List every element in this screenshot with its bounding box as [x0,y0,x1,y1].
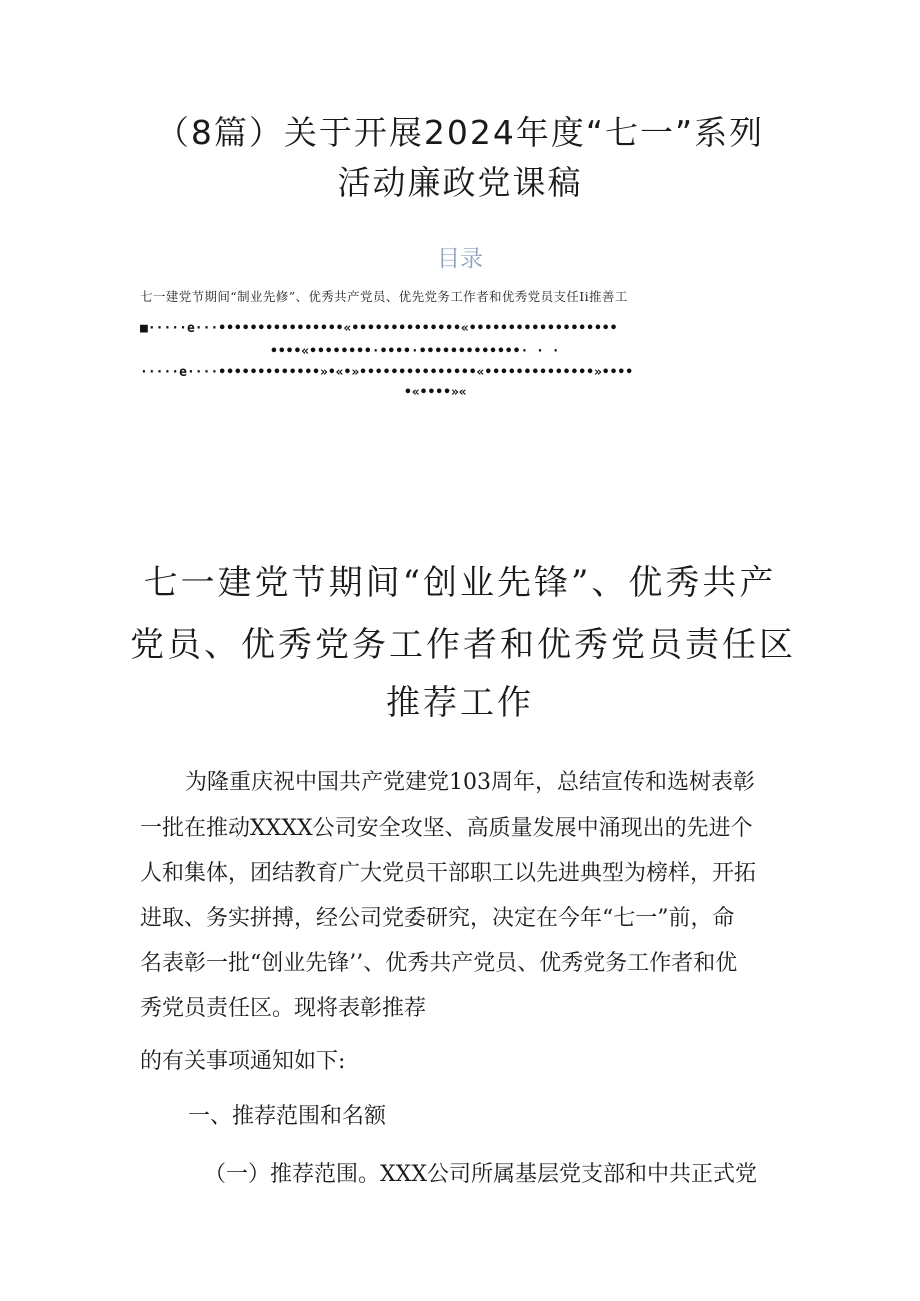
body-paragraph-line: 的有关事项通知如下: [140,1049,346,1074]
toc-entry-link[interactable]: 七一建党节期间“制业先修”、优秀共产党员、优先党务工作者和优秀党员支任Ii推善工 [140,289,628,304]
subsection-heading: 一、推荐范围和名额 [188,1104,387,1129]
body-paragraph-line: 一批在推动XXXX公司安全攻坚、高质量发展中涌现出的先进个 [140,816,753,841]
toc-leader-line-3: ·····e····•••••••••••••»•«•»•••••••••••••••«••••••••••••••»•••• [140,365,634,380]
toc-heading: 目录 [437,246,483,272]
document-title-line-2: 活动廉政党课稿 [337,163,583,202]
toc-leader-line-2: ••••«••••••••·••••·•••••••••••••· · · [270,344,560,359]
toc-leader-line-1: ■·····e···••••••••••••••••«••••••••••••••«••••••••••••••••••• [140,321,618,336]
body-paragraph-line: （一）推荐范围。XXX公司所属基层党支部和中共正式党 [204,1162,757,1187]
section-title-line-1: 七一建党节期间“创业先锋”、优秀共产 [143,563,777,603]
body-paragraph-line: 人和集体，团结教育广大党员干部职工以先进典型为榜样，开拓 [140,861,757,886]
body-paragraph-line: 秀党员责任区。现将表彰推荐 [140,996,427,1021]
document-title-line-1: （8篇）关于开展2024年度“七一”系列 [155,113,765,152]
body-paragraph-line: 为隆重庆祝中国共产党建党103周年，总结宣传和选树表彰 [185,770,755,795]
body-paragraph-line: 名表彰一批“创业先锋’’、优秀共产党员、优秀党务工作者和优 [140,951,738,976]
section-title-line-2: 党员、优秀党务工作者和优秀党员责任区 [130,625,796,665]
body-paragraph-line: 进取、务实拼搏，经公司党委研究，决定在今年“七一”前，命 [140,906,735,931]
toc-leader-line-4: •«••••»« [404,385,467,400]
section-title-line-3: 推荐工作 [386,683,534,723]
